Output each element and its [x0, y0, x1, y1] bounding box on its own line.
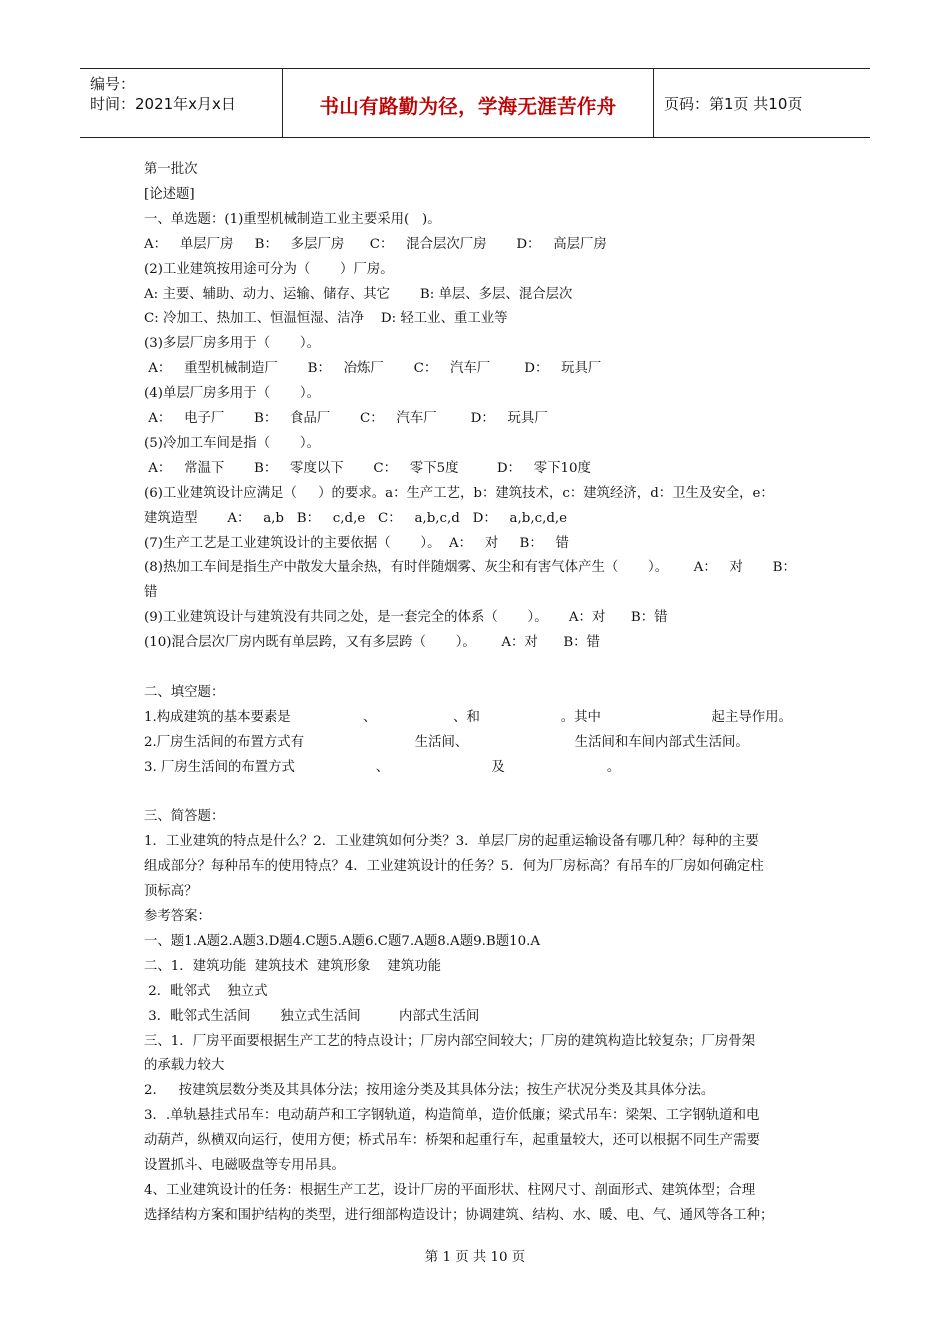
text-line: 一、题1.A题2.A题3.D题4.C题5.A题6.C题7.A题8.A题9.B题10.A — [144, 934, 541, 949]
text-line: 第一批次 — [144, 162, 198, 177]
text-line: 建筑造型 A： a,b B： c,d,e C： a,b,c,d D： a,b,c,d,e — [144, 511, 568, 526]
text-line: 2．毗邻式 独立式 — [144, 984, 268, 999]
text-line: (7)生产工艺是工业建筑设计的主要依据（ ）。 A： 对 B： 错 — [144, 536, 569, 551]
text-line: [论述题] — [144, 187, 195, 202]
text-line: (3)多层厂房多用于（ ）。 — [144, 336, 320, 351]
text-line: 3．.单轨悬挂式吊车：电动葫芦和工字钢轨道，构造简单，造价低廉；梁式吊车：梁架、工字钢轨道和电 — [144, 1108, 760, 1123]
text-line: 选择结构方案和围护结构的类型，进行细部构造设计；协调建筑、结构、水、暖、电、气、通风等各工种； — [144, 1208, 774, 1223]
header-page-cell — [654, 69, 870, 137]
text-line: (9)工业建筑设计与建筑没有共同之处，是一套完全的体系（ ）。 A：对 B：错 — [144, 610, 668, 625]
text-line: A： 单层厂房 B： 多层厂房 C： 混合层次厂房 D： 高层厂房 — [144, 237, 607, 252]
motto-text: 书山有路勤为径，学海无涯苦作舟 — [319, 95, 617, 118]
text-line: 3．毗邻式生活间 独立式生活间 内部式生活间 — [144, 1009, 480, 1024]
text-line: 4、工业建筑设计的任务：根据生产工艺，设计厂房的平面形状、柱网尺寸、剖面形式、建筑体型；合理 — [144, 1183, 756, 1198]
text-line: 动葫芦，纵横双向运行，使用方便；桥式吊车：桥架和起重行车，起重量较大，还可以根据不同生产需要 — [144, 1133, 760, 1148]
text-line: C: 冷加工、热加工、恒温恒湿、洁净 D: 轻工业、重工业等 — [144, 311, 508, 326]
number-label: 编号： — [90, 75, 136, 93]
text-line: 2． 按建筑层数分类及其具体分法；按用途分类及其具体分法；按生产状况分类及其具体分法。 — [144, 1083, 715, 1098]
text-line: 1.构成建筑的基本要素是 、 、和 。其中 起主导作用。 — [144, 710, 792, 725]
text-line: 的承载力较大 — [144, 1058, 225, 1073]
text-line: (6)工业建筑设计应满足（ ）的要求。a：生产工艺，b：建筑技术，c：建筑经济，d：卫生及安全，e： — [144, 486, 774, 501]
text-line: (5)冷加工车间是指（ ）。 — [144, 436, 320, 451]
text-line: 一、单选题：(1)重型机械制造工业主要采用( )。 — [144, 212, 441, 227]
text-line: 二、填空题： — [144, 685, 225, 700]
text-line: (4)单层厂房多用于（ ）。 — [144, 386, 320, 401]
text-line: 3. 厂房生活间的布置方式 、 及 。 — [144, 760, 621, 775]
text-line: 错 — [144, 585, 158, 600]
header-motto-cell — [283, 69, 654, 137]
text-line: A： 常温下 B： 零度以下 C： 零下5度 D： 零下10度 — [144, 461, 591, 476]
text-line: 组成部分？每种吊车的使用特点？4．工业建筑设计的任务？5．何为厂房标高？有吊车的厂房如何确定柱 — [144, 859, 764, 874]
text-line: A： 电子厂 B： 食品厂 C： 汽车厂 D： 玩具厂 — [144, 411, 548, 426]
text-line: 三、1．厂房平面要根据生产工艺的特点设计；厂房内部空间较大；厂房的建筑构造比较复杂；厂房骨架 — [144, 1034, 756, 1049]
page-footer: 第 1 页 共 10 页 — [424, 1250, 526, 1265]
text-line: 1．工业建筑的特点是什么？2．工业建筑如何分类？3．单层厂房的起重运输设备有哪几种？每种的主要 — [144, 834, 759, 849]
page-indicator: 页码：第1页 共10页 — [664, 95, 803, 113]
text-line: 设置抓斗、电磁吸盘等专用吊具。 — [144, 1158, 345, 1173]
text-line: 2.厂房生活间的布置方式有 生活间、 生活间和车间内部式生活间。 — [144, 735, 749, 750]
text-line: 顶标高？ — [144, 884, 198, 899]
text-line: (8)热加工车间是指生产中散发大量余热，有时伴随烟雾、灰尘和有害气体产生（ ）。 A： 对 B： — [144, 560, 796, 575]
text-line: A: 主要、辅助、动力、运输、储存、其它 B: 单层、多层、混合层次 — [144, 287, 573, 302]
document-header — [80, 68, 870, 138]
time-label: 时间：2021年x月x日 — [90, 95, 236, 113]
text-line: (10)混合层次厂房内既有单层跨，又有多层跨（ ）。 A：对 B：错 — [144, 635, 600, 650]
text-line: 二、1．建筑功能 建筑技术 建筑形象 建筑功能 — [144, 959, 441, 974]
header-meta-cell — [80, 69, 283, 137]
text-line: (2)工业建筑按用途可分为（ ）厂房。 — [144, 262, 394, 277]
text-line: 三、简答题： — [144, 809, 225, 824]
text-line: A： 重型机械制造厂 B： 冶炼厂 C： 汽车厂 D： 玩具厂 — [144, 361, 602, 376]
text-line: 参考答案： — [144, 909, 211, 924]
